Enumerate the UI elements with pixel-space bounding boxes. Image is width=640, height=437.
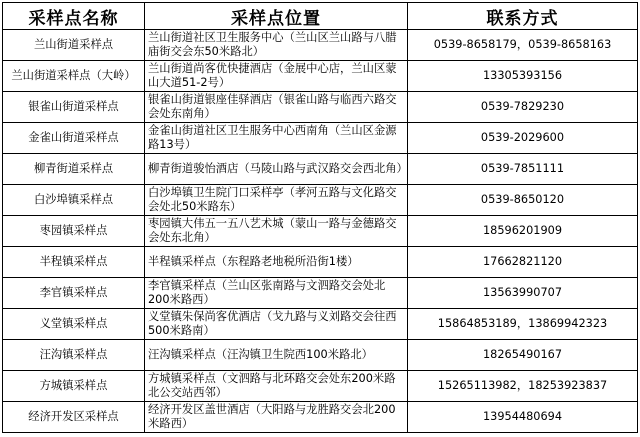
site-phone-cell: 0539-8650120 [408, 185, 638, 216]
site-phone-cell: 18265490167 [408, 340, 638, 371]
table-row [3, 185, 638, 216]
site-phone-cell: 15265113982，18253923837 [408, 371, 638, 402]
site-name-cell: 汪沟镇采样点 [3, 340, 145, 371]
site-address-cell: 经济开发区盖世酒店（大阳路与龙胜路交会北200米路西） [145, 402, 408, 433]
header-site-location: 采样点位置 [145, 3, 408, 30]
site-name-cell: 枣园镇采样点 [3, 216, 145, 247]
site-phone-cell: 15864853189，13869942323 [408, 309, 638, 340]
site-address-cell: 白沙埠镇卫生院门口采样亭（孝河五路与文化路交会处北50米路东） [145, 185, 408, 216]
table-row [3, 216, 638, 247]
table-row [3, 61, 638, 92]
table-row [3, 340, 638, 371]
site-phone-cell: 13305393156 [408, 61, 638, 92]
table-header-row [3, 3, 638, 30]
site-name-cell: 白沙埠镇采样点 [3, 185, 145, 216]
sampling-sites-table-container [2, 2, 637, 434]
site-phone-cell: 17662821120 [408, 247, 638, 278]
table-row [3, 30, 638, 61]
site-address-cell: 李官镇采样点（兰山区张南路与文泗路交会处北200米路西） [145, 278, 408, 309]
site-name-cell: 方城镇采样点 [3, 371, 145, 402]
site-name-cell: 李官镇采样点 [3, 278, 145, 309]
sampling-sites-table [2, 2, 638, 433]
site-name-cell: 银雀山街道采样点 [3, 92, 145, 123]
site-address-cell: 半程镇采样点（东程路老地税所沿街1楼） [145, 247, 408, 278]
table-row [3, 371, 638, 402]
site-phone-cell: 0539-2029600 [408, 123, 638, 154]
table-row [3, 278, 638, 309]
site-address-cell: 兰山街道尚客优快捷酒店（金展中心店，兰山区蒙山大道51-2号） [145, 61, 408, 92]
site-name-cell: 半程镇采样点 [3, 247, 145, 278]
site-phone-cell: 18596201909 [408, 216, 638, 247]
site-address-cell: 枣园镇大伟五一五八艺术城（蒙山一路与金德路交会处东北角） [145, 216, 408, 247]
table-row [3, 309, 638, 340]
table-row [3, 123, 638, 154]
table-row [3, 247, 638, 278]
site-name-cell: 兰山街道采样点 [3, 30, 145, 61]
table-row [3, 154, 638, 185]
site-name-cell: 柳青街道采样点 [3, 154, 145, 185]
site-phone-cell: 13563990707 [408, 278, 638, 309]
site-address-cell: 义堂镇朱保尚客优酒店（戈九路与义刘路交会往西500米路南） [145, 309, 408, 340]
header-site-name: 采样点名称 [3, 3, 145, 30]
table-row [3, 402, 638, 433]
site-name-cell: 经济开发区采样点 [3, 402, 145, 433]
site-address-cell: 方城镇采样点（文泗路与北环路交会处东200米路北公交站西邻） [145, 371, 408, 402]
site-name-cell: 金雀山街道采样点 [3, 123, 145, 154]
site-address-cell: 柳青街道骏怡酒店（马陵山路与武汉路交会西北角） [145, 154, 408, 185]
site-address-cell: 汪沟镇采样点（汪沟镇卫生院西100米路北） [145, 340, 408, 371]
site-phone-cell: 13954480694 [408, 402, 638, 433]
site-name-cell: 兰山街道采样点（大岭） [3, 61, 145, 92]
site-phone-cell: 0539-8658179，0539-8658163 [408, 30, 638, 61]
table-row [3, 92, 638, 123]
site-address-cell: 兰山街道社区卫生服务中心（兰山区兰山路与八腊庙街交会东50米路北） [145, 30, 408, 61]
site-name-cell: 义堂镇采样点 [3, 309, 145, 340]
site-address-cell: 金雀山街道社区卫生服务中心西南角（兰山区金源路13号） [145, 123, 408, 154]
site-phone-cell: 0539-7851111 [408, 154, 638, 185]
site-phone-cell: 0539-7829230 [408, 92, 638, 123]
site-address-cell: 银雀山街道银座佳驿酒店（银雀山路与临西六路交会处东南角） [145, 92, 408, 123]
header-contact: 联系方式 [408, 3, 638, 30]
